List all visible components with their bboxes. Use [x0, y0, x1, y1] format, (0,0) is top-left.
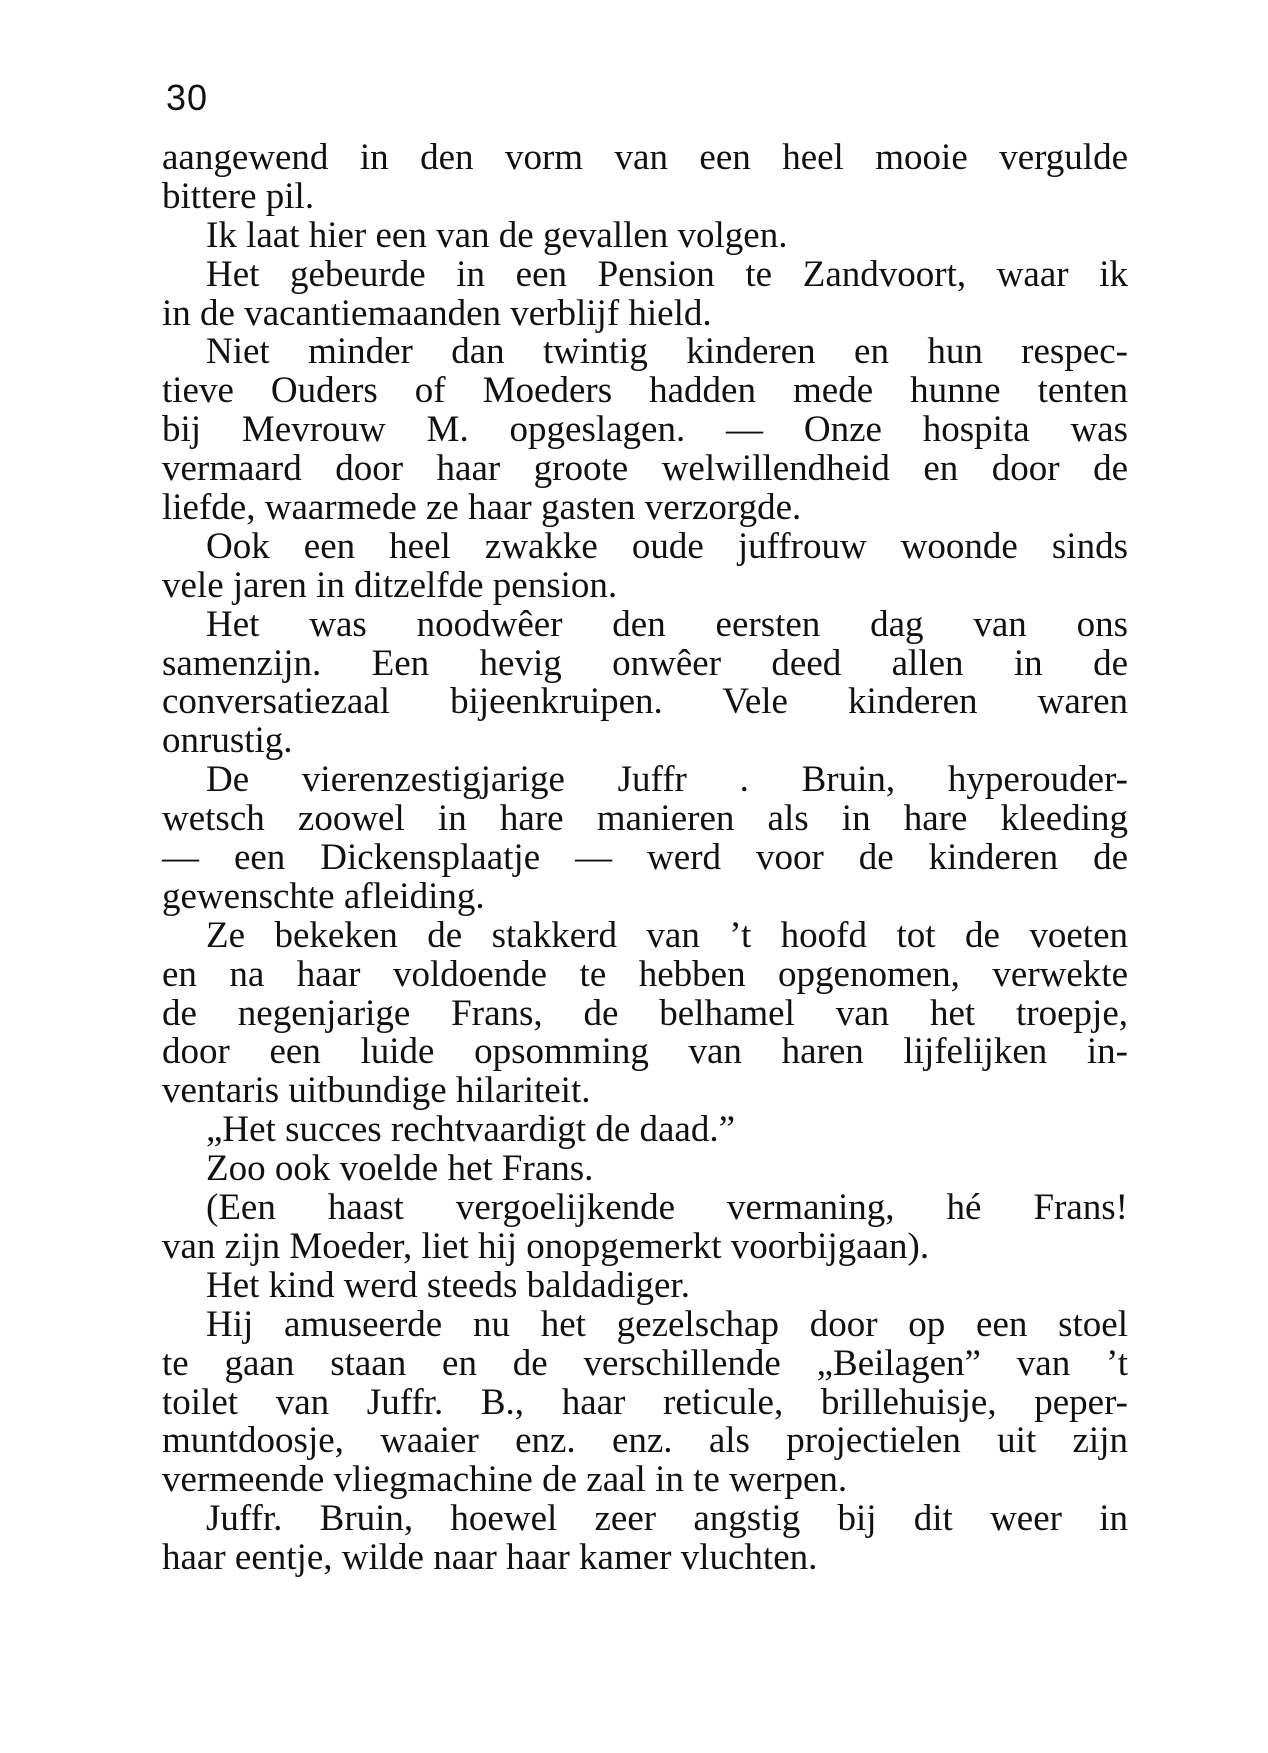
text-line: toilet van Juffr. B., haar reticule, brillehuisje, peper- [162, 1381, 1128, 1423]
text-line: — een Dickensplaatje — werd voor de kinderen de [162, 837, 1128, 879]
text-line: Niet minder dan twintig kinderen en hun respec- [206, 331, 1128, 373]
text-line: vermeende vliegmachine de zaal in te werpen. [162, 1459, 848, 1501]
body-text [162, 139, 1128, 1578]
text-line: Het was noodwêer den eersten dag van ons [206, 603, 1128, 645]
text-line: samenzijn. Een hevig onwêer deed allen in de [162, 642, 1128, 684]
page-number: 30 [166, 77, 209, 118]
text-line: vele jaren in ditzelfde pension. [162, 564, 618, 606]
text-line: door een luide opsomming van haren lijfelijken in- [162, 1031, 1128, 1073]
text-line: aangewend in den vorm van een heel mooie vergulde [162, 137, 1128, 178]
text-line: Het kind werd steeds baldadiger. [206, 1264, 690, 1306]
text-line: en na haar voldoende te hebben opgenomen, verwekte [162, 953, 1128, 995]
text-line: conversatiezaal bijeenkruipen. Vele kinderen waren [162, 681, 1128, 723]
text-line: de negenjarige Frans, de belhamel van het troepje, [162, 992, 1128, 1034]
text-line: bittere pil. [162, 175, 315, 217]
text-line: De vierenzestigjarige Juffr . Bruin, hyperouder- [206, 759, 1128, 801]
text-line: te gaan staan en de verschillende „Beilagen” van ’t [162, 1342, 1128, 1384]
text-line: tieve Ouders of Moeders hadden mede hunne tenten [162, 370, 1128, 412]
text-line: in de vacantiemaanden verblijf hield. [162, 292, 712, 334]
text-line: Het gebeurde in een Pension te Zandvoort, waar ik [206, 253, 1128, 295]
text-line: Ik laat hier een van de gevallen volgen. [206, 214, 788, 256]
text-line: Ze bekeken de stakkerd van ’t hoofd tot de voeten [206, 914, 1128, 956]
text-line: Ook een heel zwakke oude juffrouw woonde sinds [206, 525, 1128, 567]
text-line: haar eentje, wilde naar haar kamer vluchten. [162, 1537, 818, 1579]
text-line: Juffr. Bruin, hoewel zeer angstig bij dit weer in [206, 1498, 1128, 1540]
text-line: gewenschte afleiding. [162, 875, 485, 917]
text-line: „Het succes rechtvaardigt de daad.” [206, 1109, 736, 1151]
text-line: vermaard door haar groote welwillendheid en door de [162, 448, 1128, 490]
text-line: Zoo ook voelde het Frans. [206, 1148, 594, 1190]
text-line: wetsch zoowel in hare manieren als in hare kleeding [162, 798, 1128, 840]
text-line: Hij amuseerde nu het gezelschap door op een stoel [206, 1303, 1128, 1345]
text-line: van zijn Moeder, liet hij onopgemerkt voorbijgaan). [162, 1225, 930, 1267]
text-line: ventaris uitbundige hilariteit. [162, 1070, 591, 1112]
text-line: muntdoosje, waaier enz. enz. als projectielen uit zijn [162, 1420, 1128, 1462]
text-line: onrustig. [162, 720, 293, 762]
text-line: bij Mevrouw M. opgeslagen. — Onze hospita was [162, 409, 1128, 451]
text-line: (Een haast vergoelijkende vermaning, hé Frans! [206, 1187, 1128, 1229]
text-line: liefde, waarmede ze haar gasten verzorgde. [162, 487, 802, 529]
